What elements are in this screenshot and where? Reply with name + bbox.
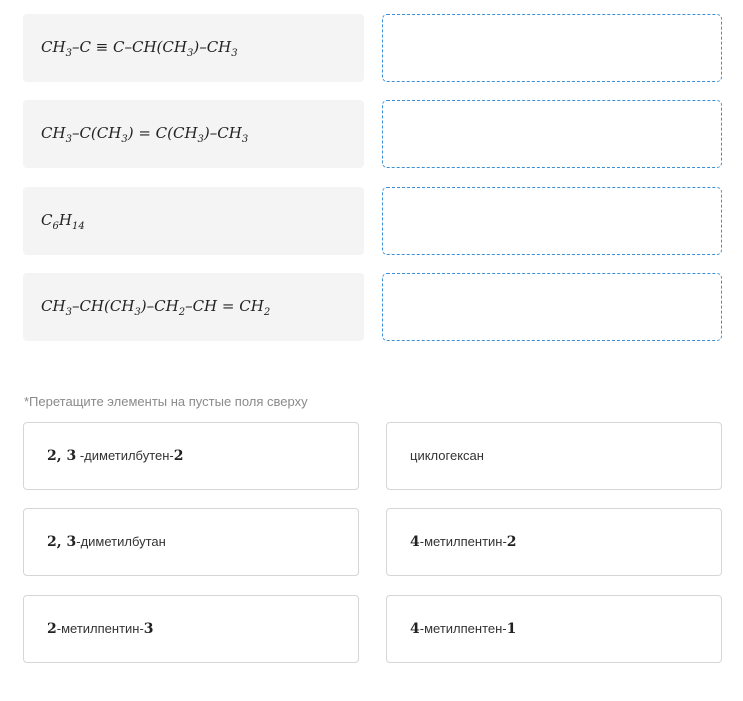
drop-zone-3[interactable] [382,187,722,255]
formula-2-text: $CH_3-C(CH_3) = C(CH_3)-CH_3$ [41,123,249,145]
option-card[interactable] [23,508,359,576]
match-row-2 [23,100,722,168]
option-label: циклогексан [410,448,484,463]
option-card[interactable] [386,508,722,576]
drop-zone-4[interactable] [382,273,722,341]
option-card[interactable] [23,595,359,663]
formula-3-text: $C_6H_{14}$ [41,210,85,232]
option-label: 2, 3-диметилбутан [47,534,166,550]
formula-2 [23,100,364,168]
option-card[interactable] [386,595,722,663]
option-label: 2, 3 -диметилбутен-2 [47,448,184,464]
option-card[interactable] [23,422,359,490]
match-row-3 [23,187,722,255]
match-row-4 [23,273,722,341]
formula-3 [23,187,364,255]
drop-zone-2[interactable] [382,100,722,168]
drop-zone-1[interactable] [382,14,722,82]
formula-1-text: $CH_3-C \equiv C-CH(CH_3)-CH_3$ [41,37,238,59]
match-row-1 [23,14,722,82]
option-label: 4-метилпентен-1 [410,621,517,637]
drag-hint: *Перетащите элементы на пустые поля сверху [24,394,308,409]
formula-4-text: $CH_3-CH(CH_3)-CH_2-CH = CH_2$ [41,296,271,318]
option-label: 4-метилпентин-2 [410,534,517,550]
option-label: 2-метилпентин-3 [47,621,154,637]
option-card[interactable] [386,422,722,490]
formula-1 [23,14,364,82]
formula-4 [23,273,364,341]
